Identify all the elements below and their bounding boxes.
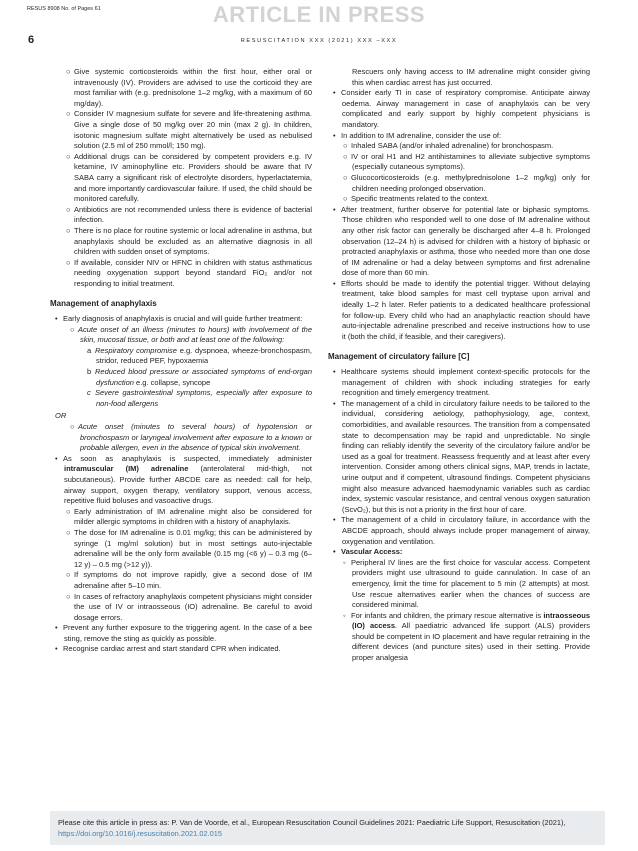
list-item: ○ Additional drugs can be considered by competent providers e.g. IV ketamine, IV aminophylline etc. Providers should be aware that IV SABA carry a significant risk of electrolyte disorders, hyperlactatemia, and more importantly cardiovascular failure. If used, the child should be monitored carefully. — [66, 151, 312, 204]
list-item: ○ If symptoms do not improve rapidly, give a second dose of IM adrenaline after 5–10 min. — [66, 570, 312, 590]
list-item: ○ In cases of refractory anaphylaxis competent physicians might consider the use of IV or intraosseous (IO) adrenaline. Be careful to avoid dosage errors. — [66, 591, 312, 622]
list-item: • Early diagnosis of anaphylaxis is crucial and will guide further treatment: — [55, 314, 303, 324]
right-column — [328, 67, 590, 664]
list-item: ○ Glucocorticosteroids (e.g. methylprednisolone 1–2 mg/kg) only for children needing prolonged observation. — [343, 172, 590, 193]
list-item: ○ Inhaled SABA (and/or inhaled adrenaline) for bronchospasm. — [343, 141, 554, 151]
list-item: • The management of a child in circulatory failure needs to be tailored to the individual, considering aetiology, pathophysiology, age, context, comorbidities, and available resources. The transition from a compensated state to decompensation may be rapid and unpredictable. No single finding can reliably identify the severity of the circulatory failure and/or be used as a goal for treatment. Reassess frequently and at least after every intervention. Consider among others clinical signs, MAP, trends in lactate, urine output and if competent, ultrasound findings. Competent physicians might also measure advanced haemodynamic variables such as cardiac index, systemic vascular resistance, and central venous oxygen saturation (ScvO₂), but this is not a priority in the first hour of care. — [333, 398, 590, 514]
article-reference: RESUS 8908 No. of Pages 61 — [27, 6, 101, 12]
citation-footer — [50, 811, 605, 845]
journal-running-header: RESUSCITATION XXX (2021) XXX –XXX — [240, 38, 398, 44]
list-item: ○ Consider IV magnesium sulfate for severe and life-threatening asthma. Give a single dose of 50 mg/kg over 20 min (max 2 g). In children, isotonic magnesium sulfate might alternatively be used as nebulised solution (2.5 ml of 250 mmol/l; 150 mg). — [66, 109, 312, 151]
list-item: • Efforts should be made to identify the potential trigger. Without delaying treatment, take blood samples for mast cell tryptase upon arrival and ideally 1–2 h later. Refer patients to a dedicated healthcare professional for follow-up. Every child who had an anaphylactic reaction should have auto-injectable adrenaline prescribed and receive instructions how to use it (both the child, if feasible, and their caregivers). — [333, 278, 590, 341]
list-item: • The management of a child in circulatory failure, in accordance with the ABCDE approach, should always include proper management of airway, oxygenation and ventilation. — [333, 515, 590, 546]
list-item: b Reduced blood pressure or associated symptoms of end-organ dysfunction e.g. collapse, syncope — [87, 367, 312, 387]
list-item: • Prevent any further exposure to the triggering agent. In the case of a bee sting, remove the sting as quickly as possible. — [55, 623, 312, 643]
list-item: ○ If available, consider NIV or HFNC in children with status asthmaticus needing oxygenation support beyond standard FiO₂ and/or not responding to initial treatment. — [66, 257, 312, 288]
section-heading-anaphylaxis: Management of anaphylaxis — [50, 299, 157, 309]
list-item: • Vascular Access: — [333, 547, 403, 557]
page-number: 6 — [28, 34, 35, 46]
left-column — [50, 67, 312, 655]
list-item: ○ Specific treatments related to the context. — [343, 194, 489, 204]
list-item: ○ Acute onset (minutes to several hours) of hypotension or bronchospasm or laryngeal involvement after exposure to a known or probable allergen, even in the absence of typical skin involvement. — [70, 422, 312, 453]
article-in-press-banner: ARTICLE IN PRESS — [212, 2, 426, 27]
list-item: • After treatment, further observe for potential late or biphasic symptoms. Those children who responded well to one dose of IM adrenaline without any other risk factor can generally be discharged after 4–8 h. Prolonged observation (12–24 h) is advised for children with a history of biphasic or protracted anaphylaxis or asthma, those who needed more than one dose of IM adrenaline or had a delay between symptoms and first adrenaline dose of more than 60 min. — [333, 204, 590, 278]
list-item: • As soon as anaphylaxis is suspected, immediately administer intramuscular (IM) adrenaline (anterolateral mid-thigh, not subcutaneous). Provide further ABCDE care as needed: call for help, airway support, oxygen therapy, ventilatory support, venous access, repetitive fluid boluses and vasoactive drugs. — [55, 453, 312, 506]
list-item: a Respiratory compromise e.g. dyspnoea, wheeze-bronchospasm, stridor, reduced PEF, hypoxaemia — [87, 345, 312, 366]
list-item: ○ Give systemic corticosteroids within the first hour, either oral or intravenously (IV). Providers are advised to use the corticoid they are most familiar with (e.g. prednisolone 1–2 mg/kg, with a maximum of 60 mg/day). — [66, 67, 312, 108]
list-item: ○ The dose for IM adrenaline is 0.01 mg/kg; this can be administered by syringe (1 mg/ml solution) but in most settings auto-injectable adrenaline will be the only form available (0.15 mg (<6 y) – 0.3 mg (6–12 y) – 0.5 mg (>12 y)). — [66, 527, 312, 569]
list-item: ◦ For infants and children, the primary rescue alternative is intraosseous (IO) access. All paediatric advanced life support (ALS) providers should be competent in IO placement and have regular retraining in the different devices (and puncture sites) used in their setting. Provide proper analgesia — [343, 610, 590, 663]
citation-text: Please cite this article in press as: P. Van de Voorde, et al., European Resuscitation Council Guidelines 2021: Paediatric Life Support, Resuscitation (2021), — [58, 818, 566, 827]
list-item: • Recognise cardiac arrest and start standard CPR when indicated. — [55, 644, 281, 654]
list-item: ○ Antibiotics are not recommended unless there is evidence of bacterial infection. — [66, 204, 312, 225]
list-item: ○ There is no place for routine systemic or local adrenaline in asthma, but anaphylaxis should be excluded as an alternative diagnosis in all children with sudden onset of symptoms. — [66, 225, 312, 257]
list-item: c Severe gastrointestinal symptoms, especially after exposure to non-food allergens — [87, 388, 312, 408]
list-item: • Healthcare systems should implement context-specific protocols for the management of children with shock including strategies for early recognition and timely emergency treatment. — [333, 367, 590, 398]
list-item: ○ Early administration of IM adrenaline might also be considered for milder allergic symptoms in children with a history of anaphylaxis. — [66, 506, 312, 527]
or-label: OR — [55, 411, 67, 421]
section-heading-circulatory-failure: Management of circulatory failure [C] — [328, 352, 470, 362]
list-item: ○ IV or oral H1 and H2 antihistamines to alleviate subjective symptoms (especially cutaneous symptoms). — [343, 151, 590, 172]
list-item: • Consider early TI in case of respiratory compromise. Anticipate airway oedema. Airway management in case of anaphylaxis can be very complicated and early support by highly competent physicians is mandatory. — [333, 88, 590, 129]
list-item: Rescuers only having access to IM adrenaline might consider giving this when cardiac arrest has just occurred. — [352, 67, 590, 87]
doi-link[interactable]: https://doi.org/10.1016/j.resuscitation.2021.02.015 — [58, 829, 222, 838]
list-item: ◦ Peripheral IV lines are the first choice for vascular access. Competent providers might use ultrasound to guide cannulation. In case of an emergency, limit the time for placement to 5 min (2 attempts) at most. Use rescue alternatives earlier when the chances of success are considered minimal. — [343, 557, 590, 610]
list-item: • In addition to IM adrenaline, consider the use of: — [333, 130, 502, 140]
list-item: ○ Acute onset of an illness (minutes to hours) with involvement of the skin, mucosal tissue, or both and at least one of the following: — [70, 324, 312, 345]
